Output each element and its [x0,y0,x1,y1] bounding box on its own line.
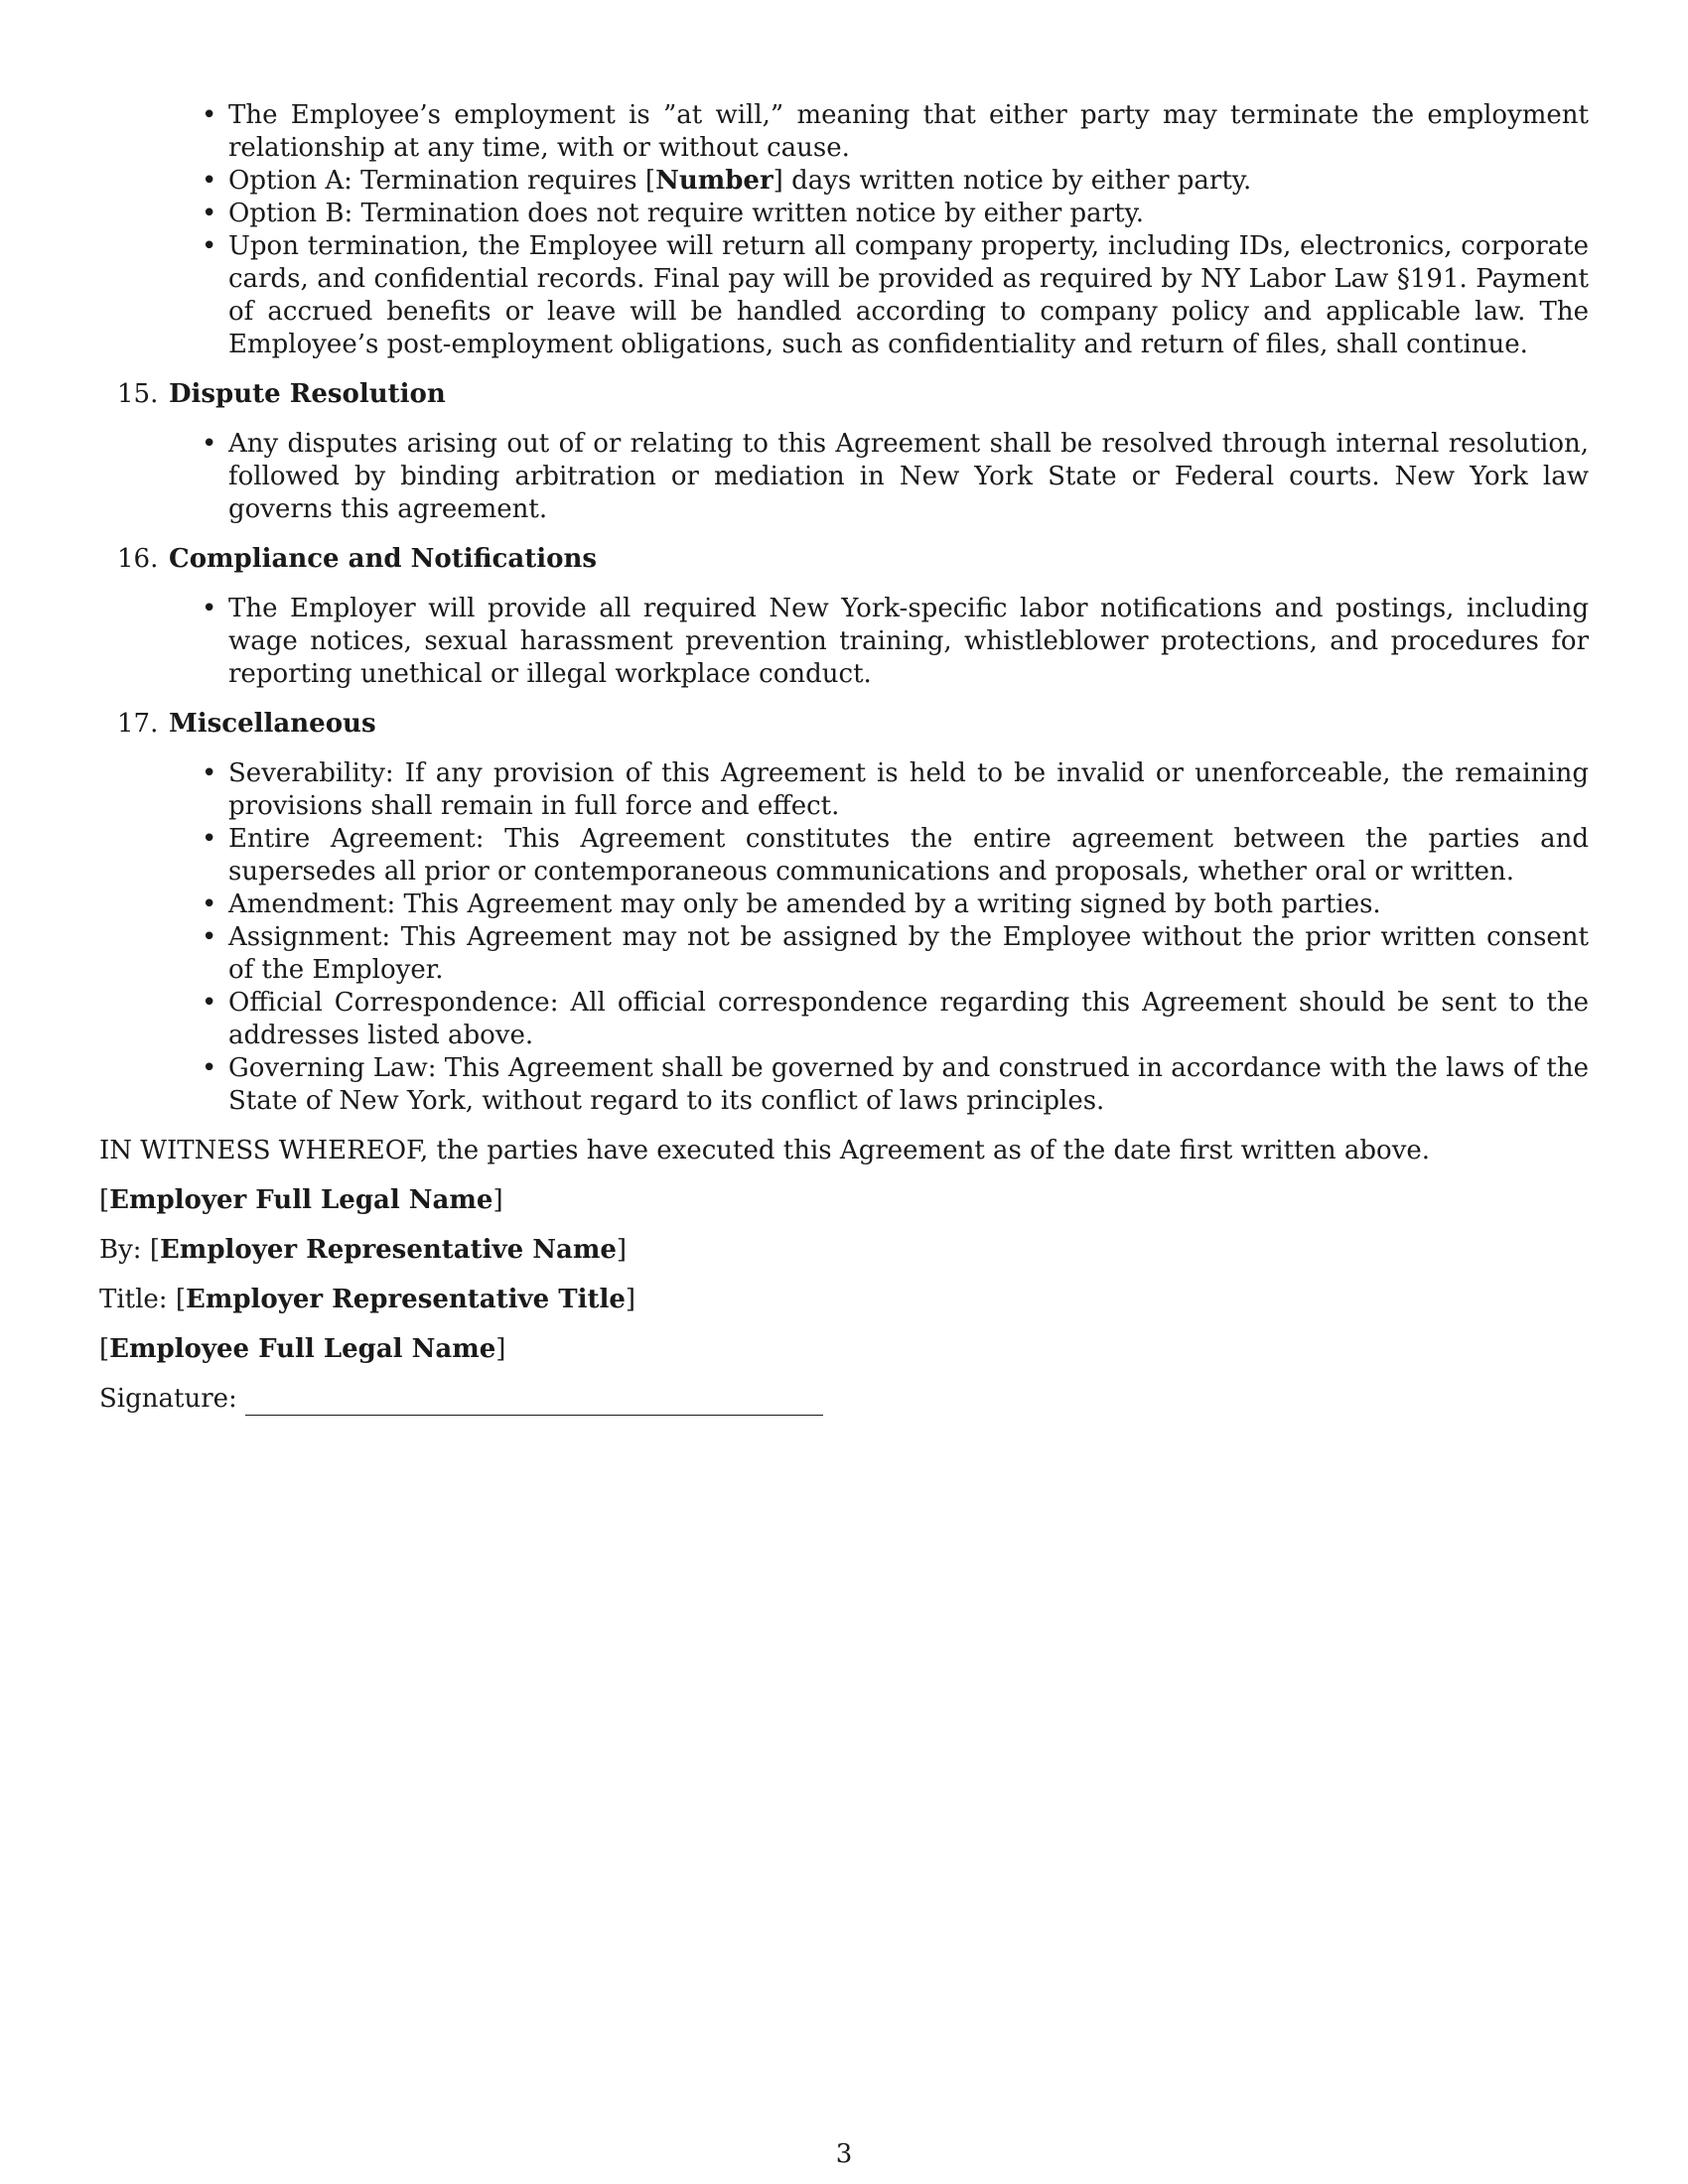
option-b-text: Option B: Termination does not require written notice by either party. [228,199,1145,228]
list-item [99,593,1589,691]
employee-name-line [99,1333,1589,1366]
section-number: 17. [117,709,159,739]
section-miscellaneous [99,708,1589,1118]
list-item [99,757,1589,823]
close-bracket: ] [616,1235,628,1265]
option-a-suffix: ] days written notice by either party. [773,166,1252,196]
section-title: Miscellaneous [169,709,376,739]
list-item [99,99,1589,165]
bullet-icon: • [202,1053,217,1083]
list-item [99,987,1589,1052]
bullet-icon: • [202,922,217,952]
list-item-text: Severability: If any provision of this Agreement is held to be invalid or unenforceable, the remaining provisions shall remain in full force and effect. [228,758,1589,821]
list-item-text: The Employer will provide all required New York-specific labor notifications and postings, including wage notices, sexual harassment prevention training, whistleblower protections, and procedures for reporting unethical or illegal workplace conduct. [228,594,1589,689]
employee-name: Employee Full Legal Name [109,1334,496,1364]
title-label: Title: [99,1285,168,1314]
list-item [99,823,1589,888]
list-item [99,1052,1589,1118]
employer-rep-title: Employer Representative Title [186,1285,626,1314]
close-bracket: ] [495,1334,506,1364]
bullet-icon: • [202,594,217,623]
signature-line [99,1383,1589,1416]
bullet-icon: • [202,231,217,261]
section-list [99,428,1589,526]
section-heading [99,708,1589,741]
section-title: Dispute Resolution [169,379,446,409]
list-item [99,428,1589,526]
bullet-icon: • [202,166,217,196]
close-bracket: ] [625,1285,636,1314]
employer-title-line [99,1284,1589,1316]
section-title: Compliance and Notifications [169,544,597,574]
bullet-icon: • [202,758,217,788]
document-page [99,99,1589,1416]
option-a-placeholder: Number [655,166,774,196]
employer-rep-line [99,1234,1589,1267]
list-item-text: Amendment: This Agreement may only be amended by a writing signed by both parties. [228,889,1381,919]
section-heading [99,543,1589,576]
list-item-text: Governing Law: This Agreement shall be governed by and construed in accordance with the laws of the State of New York, without regard to its conflict of laws principles. [228,1053,1589,1116]
bullet-icon: • [202,199,217,228]
section-number: 15. [117,379,159,409]
page-number: 3 [835,2139,853,2169]
bullet-icon: • [202,988,217,1018]
section-number: 16. [117,544,159,574]
option-a-prefix: Option A: Termination requires [ [228,166,656,196]
section-list [99,757,1589,1118]
list-item [99,888,1589,921]
signature-field[interactable] [245,1389,823,1416]
at-will-text: The Employee’s employment is ”at will,” meaning that either party may terminate the employment relationship at any time, with or without cause. [228,100,1589,163]
employer-name-line [99,1184,1589,1217]
employer-name: Employer Full Legal Name [109,1185,493,1215]
list-item-text: Any disputes arising out of or relating to this Agreement shall be resolved through internal resolution, followed by binding arbitration or mediation in New York State or Federal courts. New York law governs this agreement. [228,429,1589,524]
open-bracket: [ [99,1185,110,1215]
signature-label: Signature: [99,1384,237,1414]
bullet-icon: • [202,100,217,130]
list-item-text: Entire Agreement: This Agreement constitutes the entire agreement between the parties and supersedes all prior or contemporaneous communications and proposals, whether oral or written. [228,824,1589,887]
open-bracket: [ [175,1285,186,1314]
section-dispute-resolution [99,378,1589,526]
open-bracket: [ [149,1235,160,1265]
list-item-text: Assignment: This Agreement may not be assigned by the Employee without the prior written consent of the Employer. [228,922,1589,985]
section-heading [99,378,1589,411]
by-label: By: [99,1235,142,1265]
bullet-icon: • [202,824,217,854]
bullet-icon: • [202,429,217,459]
bullet-icon: • [202,889,217,919]
termination-list [99,99,1589,361]
list-item [99,230,1589,361]
list-item-text: Official Correspondence: All official correspondence regarding this Agreement should be sent to the addresses listed above. [228,988,1589,1050]
open-bracket: [ [99,1334,110,1364]
section-compliance-notifications [99,543,1589,691]
section-list [99,593,1589,691]
list-item [99,198,1589,230]
return-property-text: Upon termination, the Employee will return all company property, including IDs, electronics, corporate cards, and confidential records. Final pay will be provided as required by NY Labor Law §191. Payment of accrued benefits or leave will be handled according to company policy and applicable law. The Employee’s post-employment obligations, such as confidentiality and return of files, shall continue. [228,231,1589,359]
employer-rep-name: Employer Representative Name [159,1235,617,1265]
witness-clause: IN WITNESS WHEREOF, the parties have executed this Agreement as of the date first written above. [99,1136,1431,1165]
close-bracket: ] [492,1185,503,1215]
list-item [99,921,1589,987]
list-item [99,165,1589,198]
